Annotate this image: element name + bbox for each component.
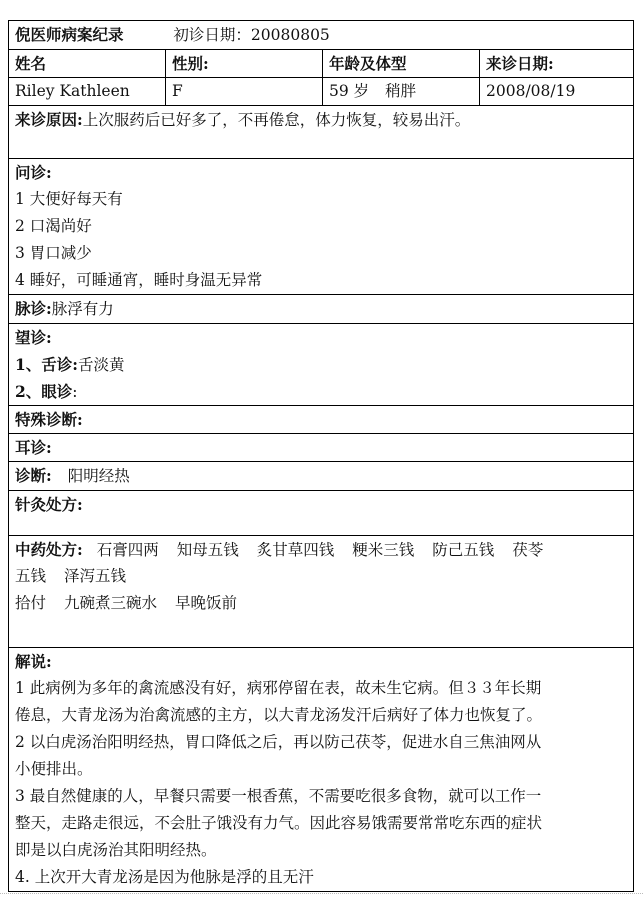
first-visit-date: 20080805 [250, 26, 330, 44]
herbal-cell [9, 536, 634, 648]
explanation-line: 4. 上次开大青龙汤是因为他脉是浮的且无汗 [15, 868, 314, 886]
pulse-text: 脉浮有力 [51, 300, 114, 318]
dosage-note: 九碗煮三碗水 [64, 594, 158, 612]
gender-label: 性别: [166, 50, 323, 78]
age-label: 年龄及体型 [323, 50, 480, 78]
inspection-row [9, 324, 634, 406]
inquiry-item: 4 睡好，可睡通宵，睡时身温无异常 [15, 271, 263, 289]
explanation-line: 3 最自然健康的人，早餐只需要一根香蕉，不需要吃很多食物，就可以工作一 [15, 787, 542, 805]
special-row [9, 406, 634, 434]
inquiry-item: 1 大便好每天有 [15, 190, 123, 208]
herb-item: 石膏四两 [96, 541, 159, 559]
inspection-label: 望诊: [15, 328, 52, 347]
patient-visit-date: 2008/08/19 [480, 78, 634, 106]
explanation-cell [9, 648, 634, 892]
inquiry-item: 2 口渴尚好 [15, 217, 92, 235]
patient-value-row [9, 78, 634, 106]
acupuncture-row [9, 491, 634, 536]
patient-age-cell [323, 78, 480, 106]
herbal-line-2 [15, 563, 627, 590]
herb-item: 五钱 [15, 567, 47, 585]
first-visit-label: 初诊日期： [173, 26, 251, 44]
record-title: 倪医师病案纪录 [15, 25, 124, 44]
diagnosis-row [9, 462, 634, 491]
explanation-line: 2 以白虎汤治阳明经热，胃口降低之后，再以防己茯苓，促进水自三焦油网从 [15, 733, 542, 751]
tongue-label: 1、舌诊: [15, 355, 79, 374]
explanation-line: 倦息，大青龙汤为治禽流感的主方，以大青龙汤发汗后病好了体力也恢复了。 [15, 706, 543, 724]
inquiry-item: 3 胃口减少 [15, 244, 92, 262]
tongue-line [15, 351, 627, 378]
header-cell [9, 21, 634, 50]
herb-item: 泽泻五钱 [64, 567, 127, 585]
herb-item: 粳米三钱 [352, 541, 415, 559]
ear-row [9, 434, 634, 462]
reason-row [9, 106, 634, 159]
eye-text: : [72, 383, 78, 401]
pulse-row [9, 295, 634, 324]
diagnosis-cell [9, 462, 634, 491]
eye-line [15, 378, 627, 405]
reason-label: 来诊原因: [15, 110, 83, 129]
explanation-label: 解说: [15, 652, 52, 671]
name-label: 姓名 [9, 50, 166, 78]
patient-age: 59 岁 [329, 82, 370, 100]
herbal-row [9, 536, 634, 648]
page-bottom-guide [0, 893, 643, 896]
patient-gender: F [166, 78, 323, 106]
inquiry-cell [9, 159, 634, 295]
reason-cell [9, 106, 634, 159]
herb-item: 炙甘草四钱 [256, 541, 335, 559]
special-label: 特殊诊断: [9, 406, 634, 434]
explanation-line: 小便排出。 [15, 760, 93, 778]
acupuncture-label: 针灸处方: [9, 491, 634, 536]
medical-record-table [8, 20, 634, 892]
herb-item: 防己五钱 [432, 541, 495, 559]
explanation-line: 整天，走路走很远，不会肚子饿没有力气。因此容易饿需要常常吃东西的症状 [15, 814, 543, 832]
header-row [9, 21, 634, 50]
herb-item: 知母五钱 [176, 541, 239, 559]
explanation-row [9, 648, 634, 892]
patient-name: Riley Kathleen [9, 78, 166, 106]
inquiry-label: 问诊: [15, 163, 52, 182]
pulse-cell [9, 295, 634, 324]
patient-build: 稍胖 [385, 82, 417, 100]
explanation-line: 即是以白虎汤治其阳明经热。 [15, 841, 217, 859]
patient-label-row [9, 50, 634, 78]
herbal-line-1 [15, 536, 627, 563]
tongue-text: 舌淡黄 [78, 356, 125, 374]
visit-date-label: 来诊日期: [480, 50, 634, 78]
explanation-line: 1 此病例为多年的禽流感没有好，病邪停留在表，故未生它病。但３３年长期 [15, 679, 542, 697]
ear-label: 耳诊: [9, 434, 634, 462]
inspection-cell [9, 324, 634, 406]
herb-item: 茯苓 [512, 541, 544, 559]
herbal-line-3 [15, 590, 627, 617]
dosage-note: 拾付 [15, 594, 47, 612]
diagnosis-text: 阳明经热 [67, 467, 130, 485]
reason-text: 上次服药后已好多了，不再倦怠，体力恢复，较易出汗。 [82, 111, 471, 129]
inquiry-row [9, 159, 634, 295]
dosage-note: 早晚饭前 [175, 594, 238, 612]
diagnosis-label: 诊断: [15, 466, 52, 485]
herbal-label: 中药处方: [15, 540, 83, 559]
eye-label: 2、眼诊 [15, 382, 73, 401]
pulse-label: 脉诊: [15, 299, 52, 318]
